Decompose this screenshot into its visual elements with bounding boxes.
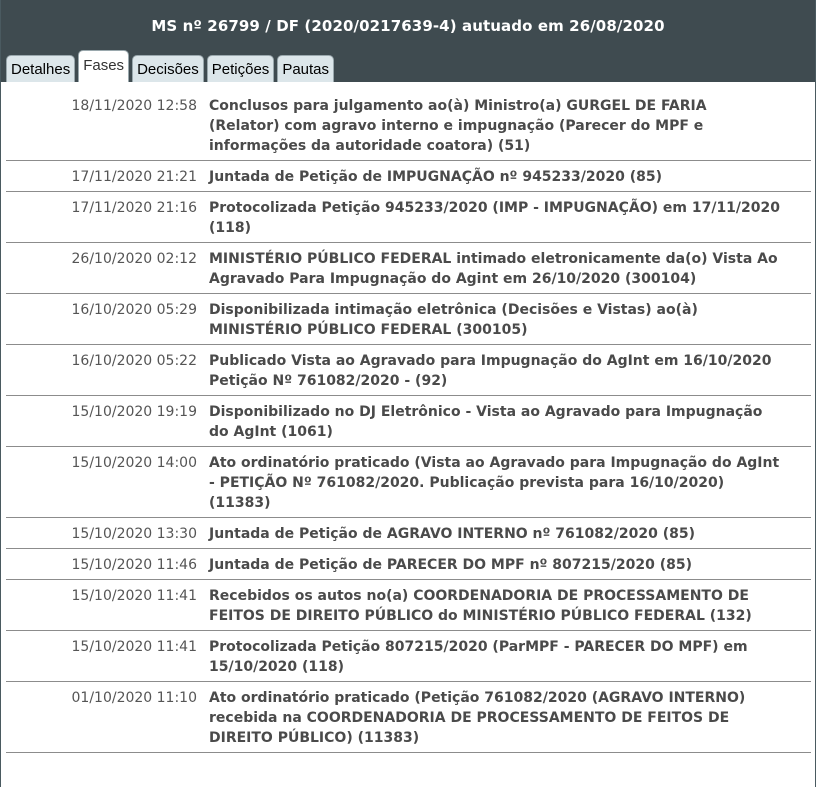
phase-row xyxy=(6,447,811,518)
phase-row xyxy=(6,396,811,447)
phase-row xyxy=(6,549,811,580)
phase-row xyxy=(6,682,811,753)
phase-date: 16/10/2020 05:29 xyxy=(71,302,197,318)
phase-description: Publicado Vista ao Agravado para Impugnação do AgInt em 16/10/2020 Petição Nº 761082/2020 - (92) xyxy=(209,353,772,389)
phase-row xyxy=(6,631,811,682)
phase-row xyxy=(6,518,811,549)
phase-description: Ato ordinatório praticado (Vista ao Agravado para Impugnação do AgInt - PETIÇÃO Nº 761082/2020. Publicação prevista para 16/10/2020) (11383) xyxy=(209,455,780,511)
phase-date: 15/10/2020 14:00 xyxy=(71,455,197,471)
process-header xyxy=(1,0,815,82)
phase-row xyxy=(6,243,811,294)
phase-description: Disponibilizado no DJ Eletrônico - Vista ao Agravado para Impugnação do AgInt (1061) xyxy=(209,404,763,440)
phase-row xyxy=(6,345,811,396)
phase-row xyxy=(6,294,811,345)
phase-date: 17/11/2020 21:16 xyxy=(71,200,197,216)
phase-description: Ato ordinatório praticado (Petição 761082/2020 (AGRAVO INTERNO) recebida na COORDENADORIA DE PROCESSAMENTO DE FEITOS DE DIREITO PÚBLICO) (11383) xyxy=(209,690,746,746)
phase-description: MINISTÉRIO PÚBLICO FEDERAL intimado eletronicamente da(o) Vista Ao Agravado Para Impugnação do Agint em 26/10/2020 (300104) xyxy=(209,251,778,287)
phase-date: 15/10/2020 11:41 xyxy=(71,588,197,604)
tab-peticoes[interactable]: Petições xyxy=(207,55,275,82)
phase-description: Protocolizada Petição 807215/2020 (ParMPF - PARECER DO MPF) em 15/10/2020 (118) xyxy=(209,639,748,675)
phase-description: Conclusos para julgamento ao(à) Ministro(a) GURGEL DE FARIA (Relator) com agravo interno e impugnação (Parecer do MPF e informações da autoridade coatora) (51) xyxy=(209,98,707,154)
tab-detalhes[interactable]: Detalhes xyxy=(6,55,75,82)
tab-pautas[interactable]: Pautas xyxy=(277,55,334,82)
phase-row xyxy=(6,90,811,161)
phase-description: Juntada de Petição de IMPUGNAÇÃO nº 945233/2020 (85) xyxy=(209,169,663,185)
phases-list xyxy=(6,90,811,753)
phase-description: Juntada de Petição de AGRAVO INTERNO nº 761082/2020 (85) xyxy=(209,526,695,542)
phase-date: 15/10/2020 11:46 xyxy=(71,557,197,573)
phase-date: 16/10/2020 05:22 xyxy=(71,353,197,369)
phase-date: 01/10/2020 11:10 xyxy=(71,690,197,706)
phase-date: 17/11/2020 21:21 xyxy=(71,169,197,185)
phase-description: Recebidos os autos no(a) COORDENADORIA DE PROCESSAMENTO DE FEITOS DE DIREITO PÚBLICO do MINISTÉRIO PÚBLICO FEDERAL (132) xyxy=(209,588,752,624)
phase-row xyxy=(6,192,811,243)
phase-date: 15/10/2020 19:19 xyxy=(71,404,197,420)
phase-row xyxy=(6,580,811,631)
phase-row xyxy=(6,161,811,192)
phase-description: Juntada de Petição de PARECER DO MPF nº 807215/2020 (85) xyxy=(209,557,692,573)
phase-date: 18/11/2020 12:58 xyxy=(71,98,197,114)
tab-fases[interactable]: Fases xyxy=(78,50,129,82)
phase-date: 26/10/2020 02:12 xyxy=(71,251,197,267)
tab-bar xyxy=(6,50,337,82)
phase-description: Protocolizada Petição 945233/2020 (IMP - IMPUGNAÇÃO) em 17/11/2020 (118) xyxy=(209,200,780,236)
phase-date: 15/10/2020 13:30 xyxy=(71,526,197,542)
tab-decisoes[interactable]: Decisões xyxy=(132,55,204,82)
phase-date: 15/10/2020 11:41 xyxy=(71,639,197,655)
phase-description: Disponibilizada intimação eletrônica (Decisões e Vistas) ao(à) MINISTÉRIO PÚBLICO FEDERAL (300105) xyxy=(209,302,698,338)
process-title: MS nº 26799 / DF (2020/0217639-4) autuado em 26/08/2020 xyxy=(151,17,665,35)
